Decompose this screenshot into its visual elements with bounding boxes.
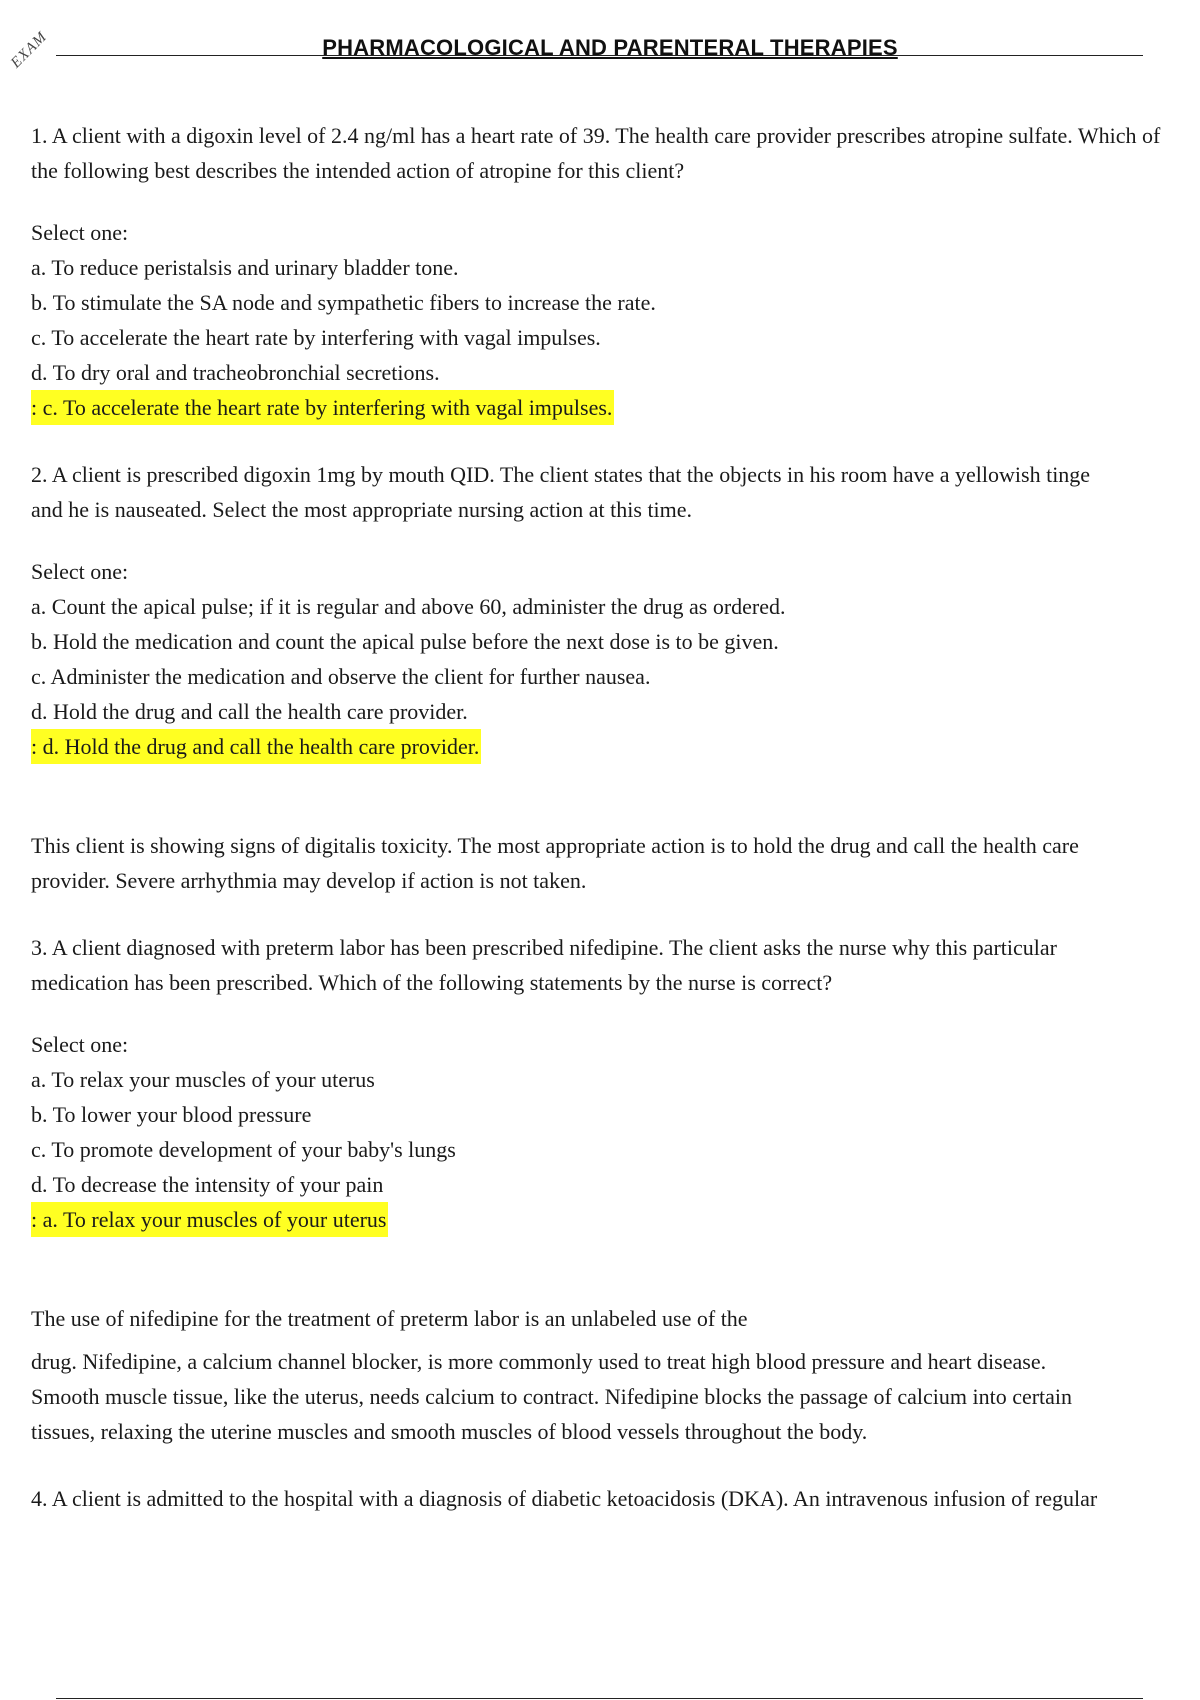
option-a: a. Count the apical pulse; if it is regular and above 60, administer the drug as ordered.	[31, 594, 786, 619]
highlighted-answer: : d. Hold the drug and call the health care provider.	[31, 729, 481, 764]
explanation-text: drug. Nifedipine, a calcium channel blocker, is more commonly used to treat high blood pressure and heart disease.	[31, 1349, 1047, 1374]
option-c: c. Administer the medication and observe the client for further nausea.	[31, 664, 651, 689]
question-text: and he is nauseated. Select the most appropriate nursing action at this time.	[31, 497, 693, 522]
highlighted-answer: : a. To relax your muscles of your uterus	[31, 1202, 388, 1237]
option-a: a. To relax your muscles of your uterus	[31, 1067, 375, 1092]
option-b: b. Hold the medication and count the apical pulse before the next dose is to be given.	[31, 629, 779, 654]
question-text: 3. A client diagnosed with preterm labor has been prescribed nifedipine. The client asks the nurse why this particular	[31, 935, 1057, 960]
page-title: PHARMACOLOGICAL AND PARENTERAL THERAPIES	[322, 35, 898, 60]
highlighted-answer: : c. To accelerate the heart rate by interfering with vagal impulses.	[31, 390, 614, 425]
document-body	[31, 118, 1200, 1516]
explanation-text: Smooth muscle tissue, like the uterus, needs calcium to contract. Nifedipine blocks the passage of calcium into certain	[31, 1384, 1073, 1409]
option-c: c. To promote development of your baby's lungs	[31, 1137, 456, 1162]
select-one-label: Select one:	[31, 559, 129, 584]
explanation-text: This client is showing signs of digitalis toxicity. The most appropriate action is to hold the drug and call the health care	[31, 833, 1079, 858]
option-d: d. To dry oral and tracheobronchial secretions.	[31, 360, 440, 385]
exam-watermark: EXAM	[8, 28, 51, 72]
explanation-text: The use of nifedipine for the treatment of preterm labor is an unlabeled use of the	[31, 1306, 748, 1331]
question-4	[31, 1481, 1200, 1516]
question-1	[31, 118, 1200, 425]
option-b: b. To stimulate the SA node and sympathetic fibers to increase the rate.	[31, 290, 656, 315]
select-one-label: Select one:	[31, 220, 129, 245]
question-text: 2. A client is prescribed digoxin 1mg by mouth QID. The client states that the objects in his room have a yellowish tinge	[31, 462, 1091, 487]
option-c: c. To accelerate the heart rate by interfering with vagal impulses.	[31, 325, 601, 350]
select-one-label: Select one:	[31, 1032, 129, 1057]
footer-rule	[56, 1698, 1143, 1699]
option-b: b. To lower your blood pressure	[31, 1102, 312, 1127]
option-a: a. To reduce peristalsis and urinary bladder tone.	[31, 255, 459, 280]
option-d: d. To decrease the intensity of your pain	[31, 1172, 384, 1197]
question-text: 4. A client is admitted to the hospital with a diagnosis of diabetic ketoacidosis (DKA). An intravenous infusion of regular	[31, 1486, 1098, 1511]
question-text: 1. A client with a digoxin level of 2.4 ng/ml has a heart rate of 39. The health care provider prescribes atropine sulfate. Which of	[31, 123, 1161, 148]
question-text: medication has been prescribed. Which of the following statements by the nurse is correct?	[31, 970, 833, 995]
explanation-text: tissues, relaxing the uterine muscles and smooth muscles of blood vessels throughout the body.	[31, 1419, 868, 1444]
option-d: d. Hold the drug and call the health care provider.	[31, 699, 468, 724]
question-2	[31, 457, 1200, 898]
explanation-text: provider. Severe arrhythmia may develop if action is not taken.	[31, 868, 587, 893]
question-text: the following best describes the intended action of atropine for this client?	[31, 158, 685, 183]
question-3	[31, 930, 1200, 1449]
